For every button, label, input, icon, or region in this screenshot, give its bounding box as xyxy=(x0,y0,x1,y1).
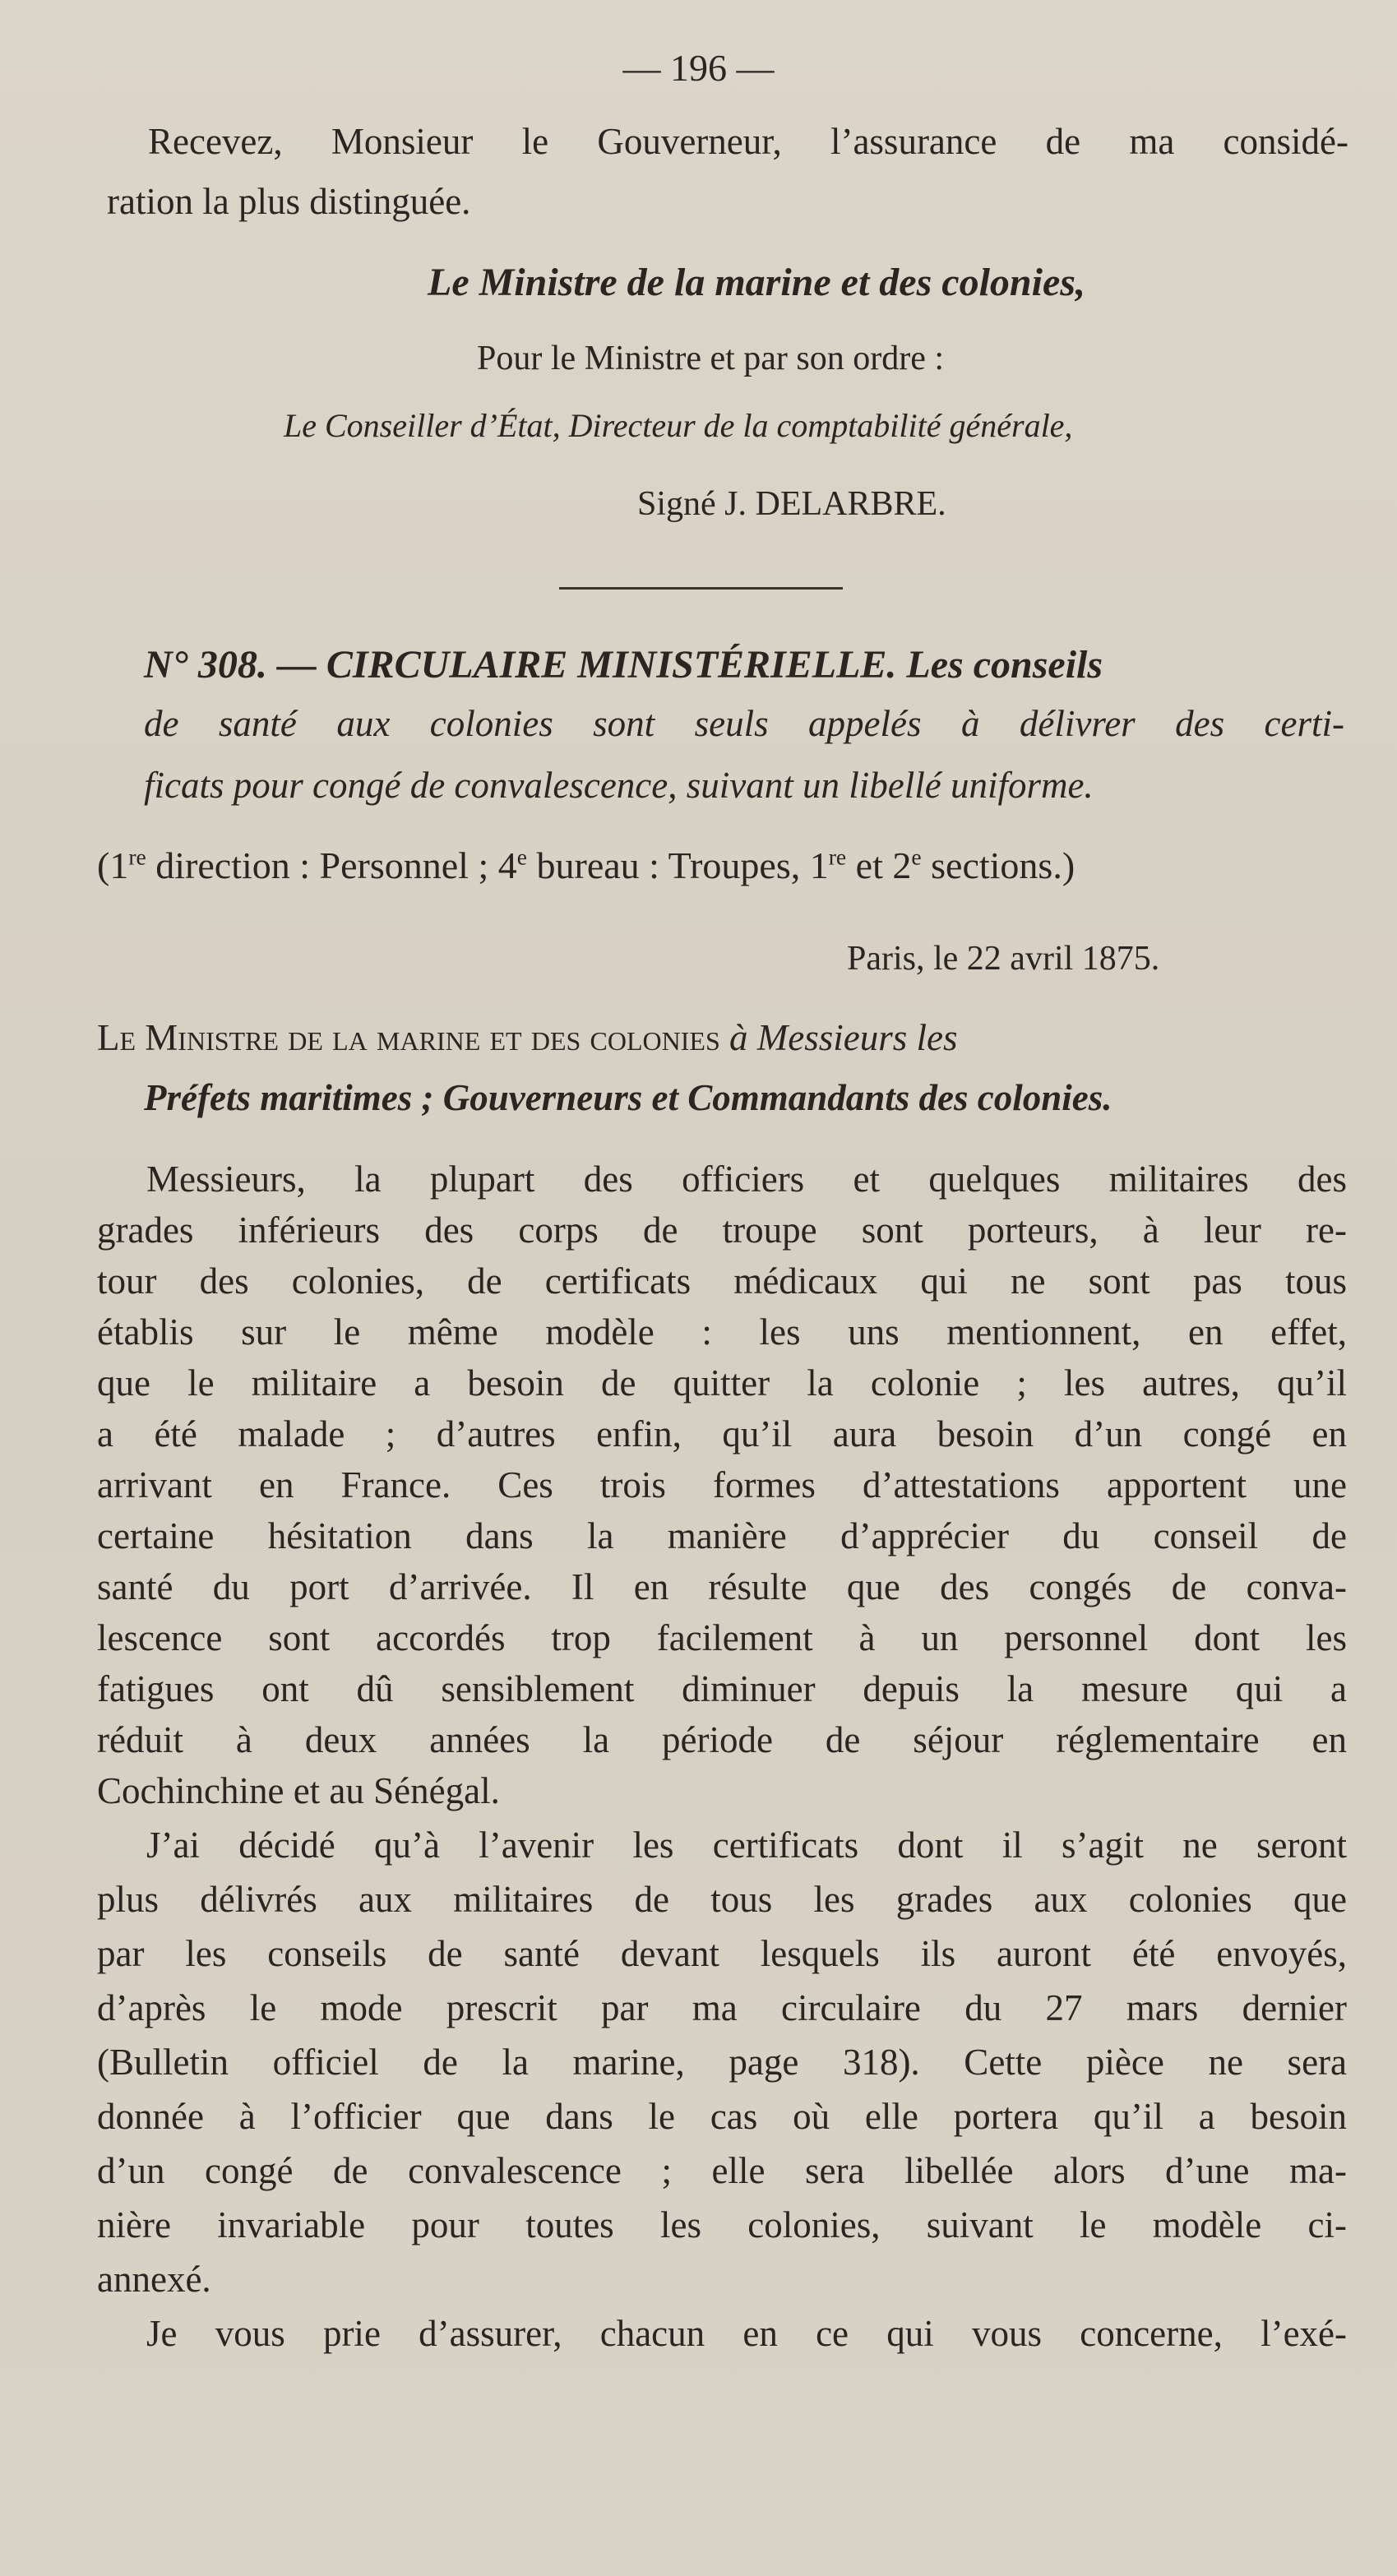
body-line-18: (Bulletin officiel de la marine, page 318). Cette pièce ne sera xyxy=(97,2042,1347,2083)
direction-sup-1: re xyxy=(128,844,146,870)
body-line-9: santé du port d’arrivée. Il en résulte que des congés de conva- xyxy=(97,1566,1347,1607)
direction-sup-2: e xyxy=(516,844,527,870)
separator-rule xyxy=(559,587,843,590)
body-line-21: nière invariable pour toutes les colonies, suivant le modèle ci- xyxy=(97,2204,1347,2245)
signature-order: Pour le Ministre et par son ordre : xyxy=(477,340,945,377)
body-line-11: fatigues ont dû sensiblement diminuer depuis la mesure qui a xyxy=(97,1668,1347,1709)
address-line-2: Préfets maritimes ; Gouverneurs et Commandants des colonies. xyxy=(144,1077,1113,1118)
heading-line-1: N° 308. — CIRCULAIRE MINISTÉRIELLE. Les conseils xyxy=(144,643,1103,687)
intro-line-2: ration la plus distinguée. xyxy=(107,181,471,222)
intro-line-1: Recevez, Monsieur le Gouverneur, l’assurance de ma considé- xyxy=(148,121,1348,162)
body-line-20: d’un congé de convalescence ; elle sera libellée alors d’une ma- xyxy=(97,2150,1347,2191)
direction-sup-3: re xyxy=(828,844,847,870)
body-line-13: Cochinchine et au Sénégal. xyxy=(97,1770,500,1811)
heading-line-2: de santé aux colonies sont seuls appelés à délivrer des certi- xyxy=(144,703,1344,744)
date-line: Paris, le 22 avril 1875. xyxy=(847,940,1160,978)
body-line-2: grades inférieurs des corps de troupe sont porteurs, à leur re- xyxy=(97,1209,1347,1251)
direction-line xyxy=(97,844,1076,886)
body-line-8: certaine hésitation dans la manière d’apprécier du conseil de xyxy=(97,1515,1347,1556)
body-line-17: d’après le mode prescrit par ma circulaire du 27 mars dernier xyxy=(97,1987,1347,2028)
signature-name: Signé J. DELARBRE. xyxy=(637,485,946,523)
body-line-12: réduit à deux années la période de séjour réglementaire en xyxy=(97,1719,1347,1760)
direction-text-1: (1 xyxy=(97,844,129,886)
body-line-7: arrivant en France. Ces trois formes d’attestations apportent une xyxy=(97,1464,1347,1505)
body-line-15: plus délivrés aux militaires de tous les grades aux colonies que xyxy=(97,1879,1347,1920)
direction-text-5: sections.) xyxy=(921,844,1076,886)
address-recipients-start: Messieurs les xyxy=(756,1017,958,1058)
signature-title: Le Conseiller d’État, Directeur de la comptabilité générale, xyxy=(284,407,1073,444)
body-line-6: a été malade ; d’autres enfin, qu’il aura besoin d’un congé en xyxy=(97,1413,1347,1454)
body-line-3: tour des colonies, de certificats médicaux qui ne sont pas tous xyxy=(97,1260,1347,1302)
page-number: — 196 — xyxy=(622,47,775,89)
direction-text-4: et 2 xyxy=(846,844,912,886)
body-line-22: annexé. xyxy=(97,2259,211,2300)
address-sender: Le Ministre de la marine et des colonies xyxy=(97,1017,720,1058)
direction-text-3: bureau : Troupes, 1 xyxy=(527,844,829,886)
body-line-19: donnée à l’officier que dans le cas où elle portera qu’il a besoin xyxy=(97,2096,1347,2137)
body-line-10: lescence sont accordés trop facilement à un personnel dont les xyxy=(97,1617,1347,1658)
direction-sup-4: e xyxy=(911,844,922,870)
address-line-1 xyxy=(97,1017,958,1058)
body-line-23: Je vous prie d’assurer, chacun en ce qui vous concerne, l’exé- xyxy=(146,2313,1347,2354)
body-line-14: J’ai décidé qu’à l’avenir les certificats dont il s’agit ne seront xyxy=(146,1824,1347,1866)
heading-line-3: ficats pour congé de convalescence, suivant un libellé uniforme. xyxy=(144,765,1094,806)
body-line-5: que le militaire a besoin de quitter la colonie ; les autres, qu’il xyxy=(97,1362,1347,1404)
direction-text-2: direction : Personnel ; 4 xyxy=(146,844,517,886)
address-to: à xyxy=(729,1017,748,1058)
signature-minister: Le Ministre de la marine et des colonies, xyxy=(428,261,1085,304)
body-line-1: Messieurs, la plupart des officiers et quelques militaires des xyxy=(146,1159,1347,1200)
body-line-4: établis sur le même modèle : les uns mentionnent, en effet, xyxy=(97,1311,1347,1353)
body-line-16: par les conseils de santé devant lesquels ils auront été envoyés, xyxy=(97,1933,1347,1974)
